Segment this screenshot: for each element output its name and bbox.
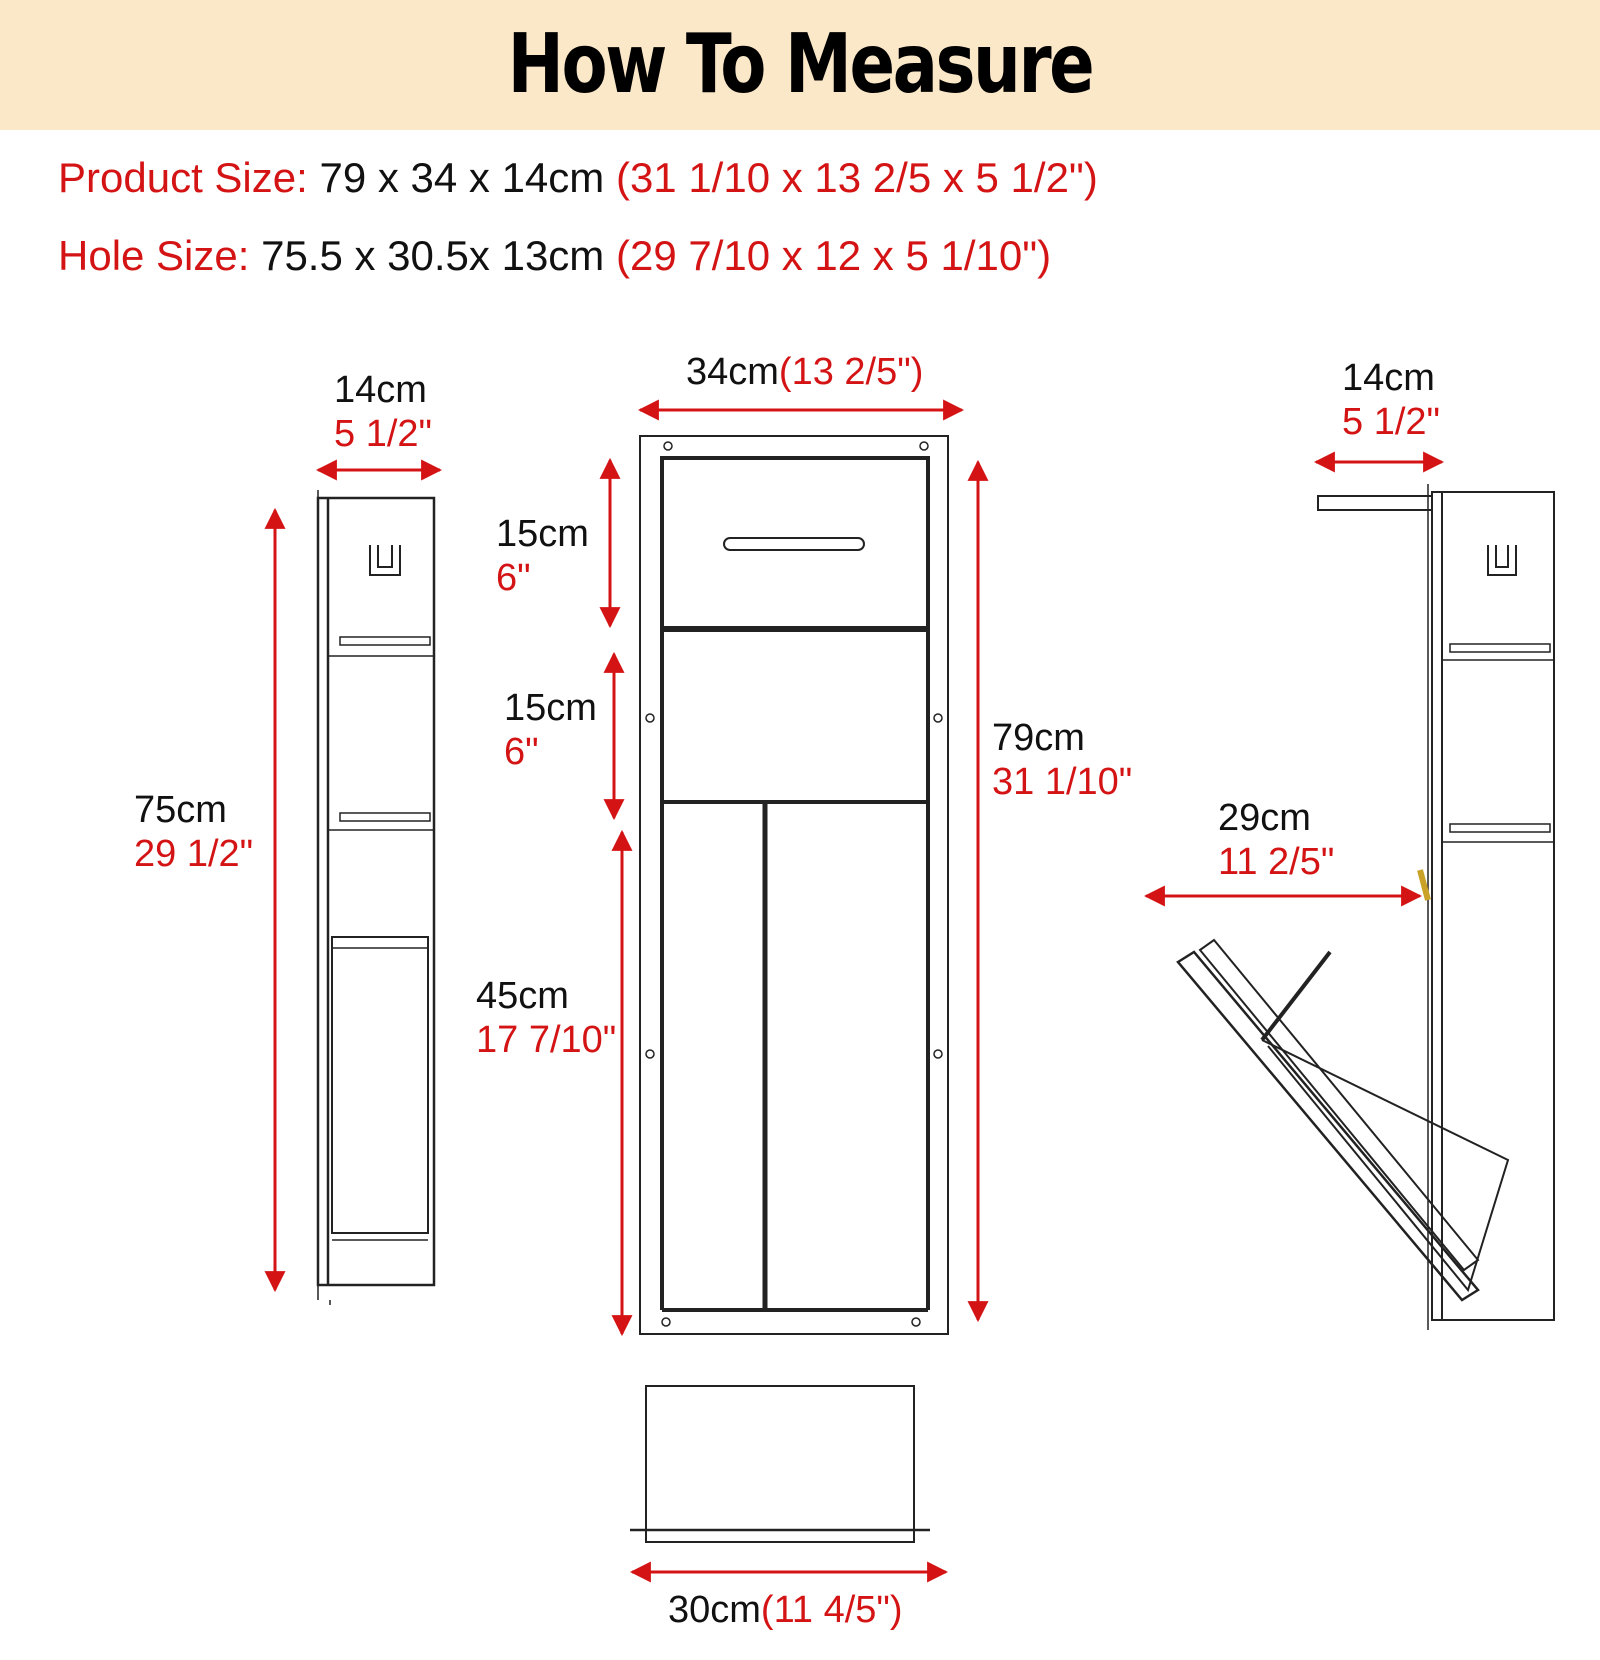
page-title: How To Measure bbox=[507, 17, 1093, 112]
front-mid-shelf-label: 15cm 6" bbox=[504, 687, 597, 773]
product-size-label: Product Size: bbox=[58, 154, 308, 201]
left-depth-label: 14cm 5 1/2" bbox=[334, 369, 433, 455]
hole-size-imperial: (29 7/10 x 12 x 5 1/10") bbox=[615, 232, 1052, 279]
hole-size-label: Hole Size: bbox=[58, 232, 250, 279]
bottom-view bbox=[630, 1386, 930, 1542]
bottom-width-label: 30cm(11 4/5") bbox=[668, 1589, 903, 1631]
right-door-label: 29cm 11 2/5" bbox=[1218, 797, 1335, 883]
front-width-label: 34cm(13 2/5") bbox=[686, 351, 924, 393]
right-side-view bbox=[1178, 484, 1554, 1330]
right-depth-label: 14cm 5 1/2" bbox=[1342, 357, 1441, 443]
left-height-label: 75cm 29 1/2" bbox=[134, 789, 254, 875]
product-size-metric: 79 x 34 x 14cm bbox=[319, 154, 605, 201]
front-view bbox=[640, 436, 948, 1334]
front-height-label: 79cm 31 1/10" bbox=[992, 717, 1133, 803]
hole-size-metric: 75.5 x 30.5x 13cm bbox=[261, 232, 605, 279]
front-top-shelf-label: 15cm 6" bbox=[496, 513, 589, 599]
product-size-imperial: (31 1/10 x 13 2/5 x 5 1/2") bbox=[615, 154, 1098, 201]
front-lower-label: 45cm 17 7/10" bbox=[476, 975, 617, 1061]
left-side-view bbox=[318, 490, 434, 1305]
